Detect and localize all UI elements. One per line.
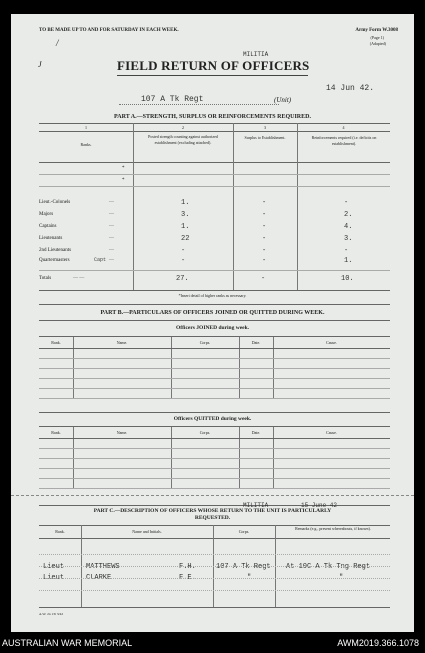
part-c-bottom-rule [39, 607, 390, 608]
part-c-militia-stamp: MILITIA [243, 502, 269, 509]
table-col-header: Corps. [199, 340, 211, 345]
rank-label: Majors [39, 212, 54, 217]
part-a-col-divider [233, 123, 234, 290]
table-col-header: Rank. [51, 430, 61, 435]
joined-title: Officers JOINED during week. [175, 325, 250, 331]
part-c-col-rank: Rank. [55, 529, 65, 534]
totals-surplus: - [261, 275, 266, 283]
part-a-footnote: *Insert detail of higher ranks as necessary. [178, 293, 247, 298]
officer-rank: Lieut [43, 563, 65, 571]
part-b-heading: PART B.—PARTICULARS OF OFFICERS JOINED OR QUITTED DURING WEEK. [100, 310, 325, 316]
higher-rank-mark: * [122, 178, 125, 183]
table-row-rule [39, 448, 390, 449]
rank-leader-dots: — [109, 200, 114, 205]
form-number: Army Form W.3008 [355, 28, 398, 33]
reinforcements-value: - [344, 247, 349, 255]
perforation-line [11, 495, 414, 496]
table-col-header: Date. [251, 430, 261, 435]
part-c-top-rule [39, 505, 390, 506]
table-head-rule [39, 438, 390, 439]
unit-line [119, 104, 279, 105]
part-c-stamp-date: 15 June 42 [301, 502, 338, 509]
rank-leader-dots: — [109, 224, 114, 229]
qm-capt-handwritten: Capt [94, 257, 107, 263]
unit-name: 107 A Tk Regt [141, 95, 204, 104]
part-a-heading: PART A.—STRENGTH, SURPLUS OR REINFORCEMENTS REQUIRED. [114, 114, 311, 120]
quitted-title-rule [39, 412, 390, 413]
form-page [11, 14, 414, 632]
col-head-reinforcements: Reinforcements required (i.e. deficits on establishment). [311, 135, 377, 146]
archive-reference: AWM2019.366.1078 [337, 638, 419, 648]
part-a-top-rule [39, 123, 390, 124]
part-c-col-name: Name and Initials. [132, 529, 162, 534]
return-date: 14 Jun 42. [326, 84, 375, 93]
col-head-posted: Posted strength counting against authorized establishment (excluding attached). [148, 134, 218, 145]
unit-label: (Unit) [274, 96, 292, 104]
quitted-title: Officers QUITTED during week. [173, 416, 252, 422]
col-number-1: 1 [85, 125, 87, 130]
rank-label: Lieut.-Colonels [39, 200, 71, 205]
officer-remarks: " [339, 574, 344, 582]
table-head-rule [39, 348, 390, 349]
table-col-header: Cause. [326, 340, 337, 345]
form-title: FIELD RETURN OF OFFICERS [117, 58, 310, 73]
rank-label: 2nd Lieutenants [39, 248, 72, 253]
militia-stamp: MILITIA [243, 51, 269, 58]
part-c-heading-line2: REQUESTED. [194, 515, 231, 521]
part-c-row-rule [39, 566, 390, 567]
col-head-ranks: Ranks. [80, 142, 92, 147]
part-a-head-rule [39, 162, 390, 163]
col-number-3: 3 [264, 125, 266, 130]
posted-strength: 22 [181, 235, 190, 243]
part-b-top-rule [39, 304, 390, 305]
table-col-header: Name. [116, 340, 128, 345]
part-b-heading-rule [39, 320, 390, 321]
row-rule [39, 186, 390, 187]
part-c-col-remarks: Remarks (e.g., present whereabouts, if known). [295, 526, 371, 531]
handwritten-mark: J [38, 60, 42, 69]
table-row-rule [39, 488, 390, 489]
col-number-2: 2 [182, 125, 184, 130]
table-row-rule [39, 398, 390, 399]
part-a-bottom-rule [39, 290, 390, 291]
rank-leader-dots: — [109, 258, 114, 263]
form-adapted: (Adapted) [369, 41, 386, 46]
handwritten-mark: / [56, 38, 59, 48]
reinforcements-value: 4. [344, 223, 353, 231]
table-row-rule [39, 368, 390, 369]
officer-name: CLARKE [86, 574, 112, 582]
row-rule [39, 174, 390, 175]
table-col-header: Date. [251, 340, 261, 345]
totals-dots: — — [73, 276, 85, 281]
rank-leader-dots: — [109, 248, 114, 253]
table-col-header: Corps. [199, 430, 211, 435]
totals-posted: 27. [176, 275, 189, 283]
title-underline [117, 75, 308, 76]
table-row-rule [39, 468, 390, 469]
totals-rule [39, 270, 390, 271]
totals-reinforcements: 10. [341, 275, 354, 283]
officer-corps: 107 A Tk Regt [216, 563, 271, 571]
archive-name: AUSTRALIAN WAR MEMORIAL [2, 638, 133, 648]
part-c-row-rule [39, 590, 390, 591]
posted-strength: 1. [181, 223, 190, 231]
form-page-number: (Page 1) [370, 35, 384, 40]
surplus-value: - [262, 257, 267, 265]
part-a-num-rule [39, 131, 390, 132]
table-row-rule [39, 458, 390, 459]
rank-label: Lieutenants [39, 236, 63, 241]
table-col-header: Name. [116, 430, 128, 435]
officer-initials: F.H. [179, 563, 196, 571]
posted-strength: - [181, 257, 186, 265]
table-col-header: Rank. [51, 340, 61, 345]
part-c-col-rule [39, 538, 390, 539]
part-a-col-divider [297, 123, 298, 290]
higher-rank-mark: * [122, 166, 125, 171]
table-row-rule [39, 358, 390, 359]
totals-label: Totals [39, 276, 52, 281]
surplus-value: - [262, 223, 267, 231]
part-c-heading-line1: PART C.—DESCRIPTION OF OFFICERS WHOSE RETURN TO THE UNIT IS PARTICULARLY [93, 508, 332, 514]
part-a-col-divider [133, 123, 134, 290]
header-instruction: TO BE MADE UP TO AND FOR SATURDAY IN EACH WEEK. [39, 28, 179, 33]
posted-strength: 1. [181, 199, 190, 207]
surplus-value: - [262, 235, 267, 243]
rank-leader-dots: — [109, 212, 114, 217]
surplus-value: - [262, 211, 267, 219]
officer-name: MATTHEWS [86, 563, 120, 571]
part-c-row-rule [39, 578, 390, 579]
rank-label: Quartermasters [39, 258, 70, 263]
col-head-surplus: Surplus to Establishment. [244, 135, 286, 140]
col-number-4: 4 [342, 125, 345, 130]
reinforcements-value: - [344, 199, 349, 207]
table-col-header: Cause. [326, 430, 337, 435]
officer-remarks: At 10C A Tk Tng Regt [286, 563, 371, 571]
part-c-row-rule [39, 554, 390, 555]
table-row-rule [39, 378, 390, 379]
officer-corps: " [247, 574, 252, 582]
table-row-rule [39, 388, 390, 389]
surplus-value: - [262, 199, 267, 207]
rank-leader-dots: — [109, 236, 114, 241]
print-code: A.W. 2n 13t 3/42 [39, 612, 64, 616]
reinforcements-value: 2. [344, 211, 353, 219]
part-c-col-corps: Corps. [238, 529, 250, 534]
quitted-top-rule [39, 426, 390, 427]
posted-strength: 3. [181, 211, 190, 219]
reinforcements-value: 3. [344, 235, 353, 243]
joined-top-rule [39, 336, 390, 337]
surplus-value: - [262, 247, 267, 255]
table-row-rule [39, 478, 390, 479]
officer-rank: Lieut [43, 574, 65, 582]
rank-label: Captains [39, 224, 57, 229]
reinforcements-value: 1. [344, 257, 353, 265]
archive-footer [0, 635, 425, 653]
posted-strength: - [181, 247, 186, 255]
officer-initials: F.E. [179, 574, 196, 582]
